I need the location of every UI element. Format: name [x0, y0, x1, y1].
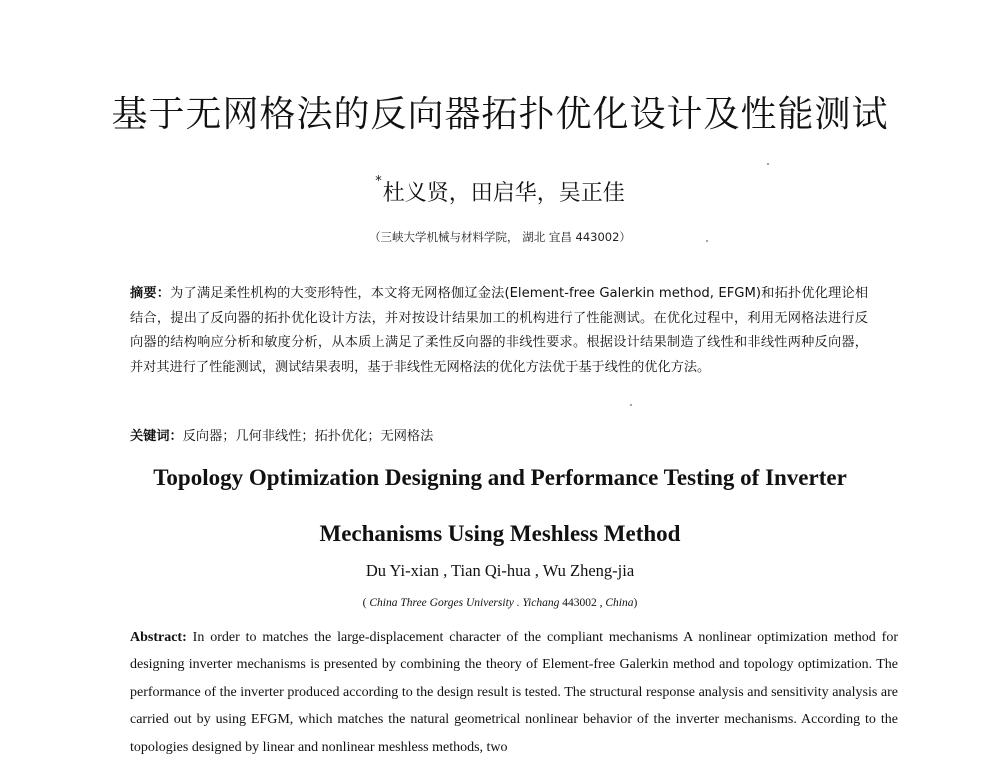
english-affiliation-open: ( — [362, 597, 370, 609]
english-title-line-2: Mechanisms Using Meshless Method — [319, 521, 681, 546]
english-affiliation-code: 443002 , — [559, 597, 606, 609]
chinese-keywords-label: 关键词： — [130, 429, 183, 444]
chinese-authors — [0, 176, 1000, 207]
chinese-abstract — [130, 282, 868, 380]
chinese-affiliation: （三峡大学机械与材料学院， 湖北 宜昌 443002） — [369, 230, 631, 244]
corresponding-author-marker: * — [375, 174, 382, 189]
english-affiliation-close: ) — [633, 597, 638, 609]
english-affiliation-country: China — [605, 597, 634, 609]
english-authors: Du Yi-xian , Tian Qi-hua , Wu Zheng-jia — [365, 561, 635, 580]
scan-speck — [706, 240, 708, 242]
scan-speck — [767, 163, 769, 165]
chinese-keywords — [130, 425, 868, 444]
chinese-title: 基于无网格法的反向器拓扑优化设计及性能测试 — [111, 94, 889, 135]
english-abstract-label: Abstract: — [130, 630, 187, 645]
scan-speck — [630, 404, 632, 406]
english-abstract — [130, 624, 898, 761]
chinese-abstract-text: 为了满足柔性机构的大变形特性，本文将无网格伽辽金法(Element-free Galerkin method, EFGM)和拓扑优化理论相结合，提出了反向器的拓扑优化设计方法，并对按设计结果加工的机构进行了性能测试。在优化过程中，利用无网格法进行反向器的结构响应分析和敏度分析，从本质上满足了柔性反向器的非线性要求。根据设计结果制造了线性和非线性两种反向器，并对其进行了性能测试，测试结果表明，基于非线性无网格法的优化方法优于基于线性的优化方法。 — [130, 286, 869, 375]
chinese-abstract-label: 摘要： — [130, 286, 171, 301]
chinese-author-names: 杜义贤，田启华，吴正佳 — [382, 181, 625, 206]
chinese-keywords-text: 反向器；几何非线性；拓扑优化；无网格法 — [182, 429, 434, 444]
english-affiliation-university: China Three Gorges University . Yichang — [369, 597, 560, 609]
english-affiliation — [0, 597, 1000, 609]
english-title-line-1: Topology Optimization Designing and Performance Testing of Inverter — [153, 465, 847, 490]
english-abstract-text: In order to matches the large-displacement character of the compliant mechanisms A nonlinear optimization method for designing inverter mechanisms is presented by combining the theory of Element-free Galerkin method and topology optimization. The performance of the inverter produced according to the design result is tested. The structural response analysis and sensitivity analysis are carried out by using EFGM, which matches the natural geometrical nonlinear behavior of the inverter mechanisms. According to the topologies designed by linear and nonlinear meshless methods, two — [130, 630, 898, 755]
